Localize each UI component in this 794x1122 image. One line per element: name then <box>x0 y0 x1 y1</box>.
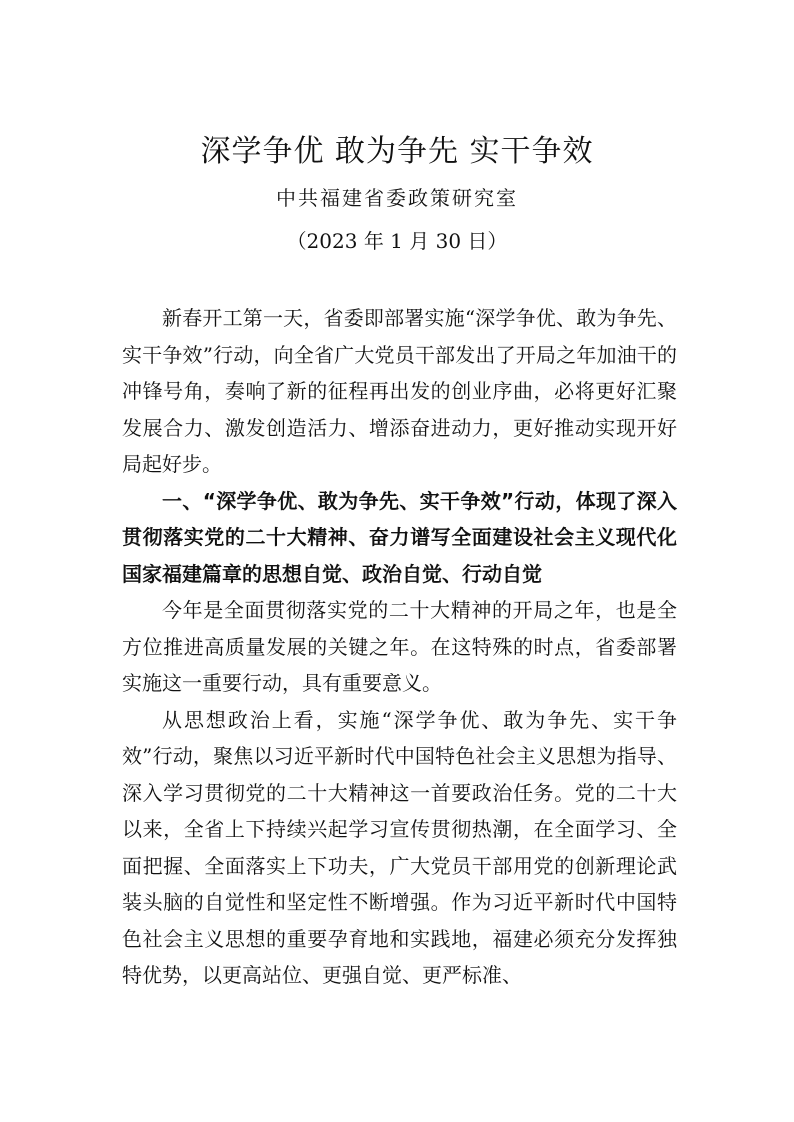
document-author: 中共福建省委政策研究室 <box>276 186 518 210</box>
body-paragraph-intro: 新春开工第一天，省委即部署实施“深学争优、敢为争先、实干争效”行动，向全省广大党员干部发出了开局之年加油干的冲锋号角，奏响了新的征程再出发的创业序曲，必将更好汇聚发展合力、激发创造活力、增添奋进动力，更好推动实现开好局起好步。 <box>122 306 677 476</box>
document-body <box>122 300 677 994</box>
document-title: 深学争优 敢为争先 实干争效 <box>200 134 594 169</box>
document-date: （2023 年 1 月 30 日） <box>286 229 508 253</box>
section-heading-1: 一、“深学争优、敢为争先、实干争效”行动，体现了深入贯彻落实党的二十大精神、奋力谱写全面建设社会主义现代化国家福建篇章的思想自觉、政治自觉、行动自觉 <box>122 488 677 586</box>
body-paragraph: 从思想政治上看，实施“深学争优、敢为争先、实干争效”行动，聚焦以习近平新时代中国特色社会主义思想为指导、深入学习贯彻党的二十大精神这一首要政治任务。党的二十大以来，全省上下持续兴起学习宣传贯彻热潮，在全面学习、全面把握、全面落实上下功夫，广大党员干部用党的创新理论武装头脑的自觉性和坚定性不断增强。作为习近平新时代中国特色社会主义思想的重要孕育地和实践地，福建必须充分发挥独特优势，以更高站位、更强自觉、更严标准、 <box>122 707 677 987</box>
body-paragraph: 今年是全面贯彻落实党的二十大精神的开局之年，也是全方位推进高质量发展的关键之年。在这特殊的时点，省委部署实施这一重要行动，具有重要意义。 <box>122 598 677 695</box>
